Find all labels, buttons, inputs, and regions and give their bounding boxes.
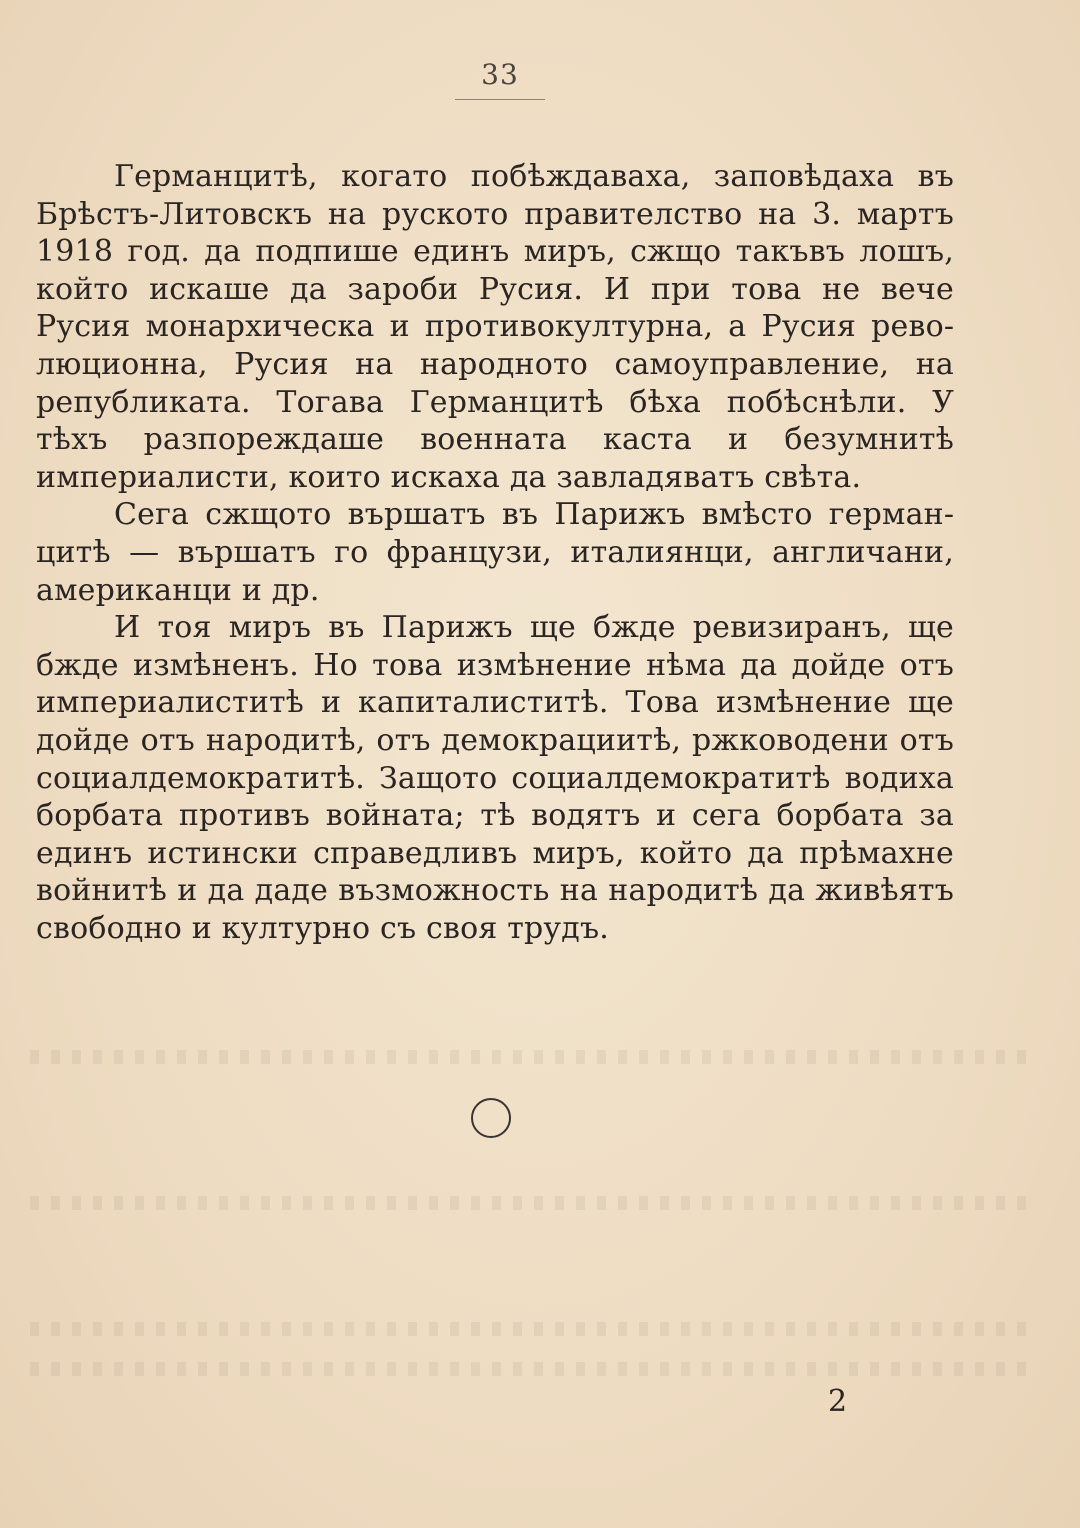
paragraph-2: Сега сжщото вършатъ въ Парижъ вмѣсто германцитѣ — вършатъ го французи, италиянци, англичани, американци и др. [36,497,954,608]
show-through-line [30,1362,1030,1376]
page-number-rule [455,99,545,100]
page-number: 33 [481,58,519,91]
paragraph-1: Германцитѣ, когато побѣждаваха, заповѣдаха въ Брѣстъ-Литовскъ на руското правителство на 3. мартъ 1918 год. да подпише единъ миръ, сжщо такъвъ лошъ, който искаше да зароби Русия. И при това не вече Русия монархическа и противокултурна, а Русия революционна, Русия на народното самоуправление, на републиката. Тогава Германцитѣ бѣха побѣснѣли. У тѣхъ разпореждаше военната каста и безумнитѣ империалисти, които искаха да завладяватъ свѣта. [36,159,954,495]
paragraph-3: И тоя миръ въ Парижъ ще бжде ревизиранъ, ще бжде измѣненъ. Но това измѣнение нѣма да дойде отъ империалиститѣ и капиталиститѣ. Това измѣнение ще дойде отъ народитѣ, отъ демокрациитѣ, ржководени отъ социалдемократитѣ. Защото социалдемократитѣ водиха борбата противъ войната; тѣ водятъ и сега борбата за единъ истински справедливъ миръ, който да прѣмахне войнитѣ и да даде възможность на народитѣ да живѣятъ свободно и културно съ своя трудъ. [36,610,954,946]
circle-ornament-icon [471,1098,511,1138]
show-through-line [30,1322,1030,1336]
body-text [36,158,954,947]
signature-mark: 2 [828,1384,848,1419]
show-through-line [30,1050,1030,1064]
show-through-line [30,1196,1030,1210]
